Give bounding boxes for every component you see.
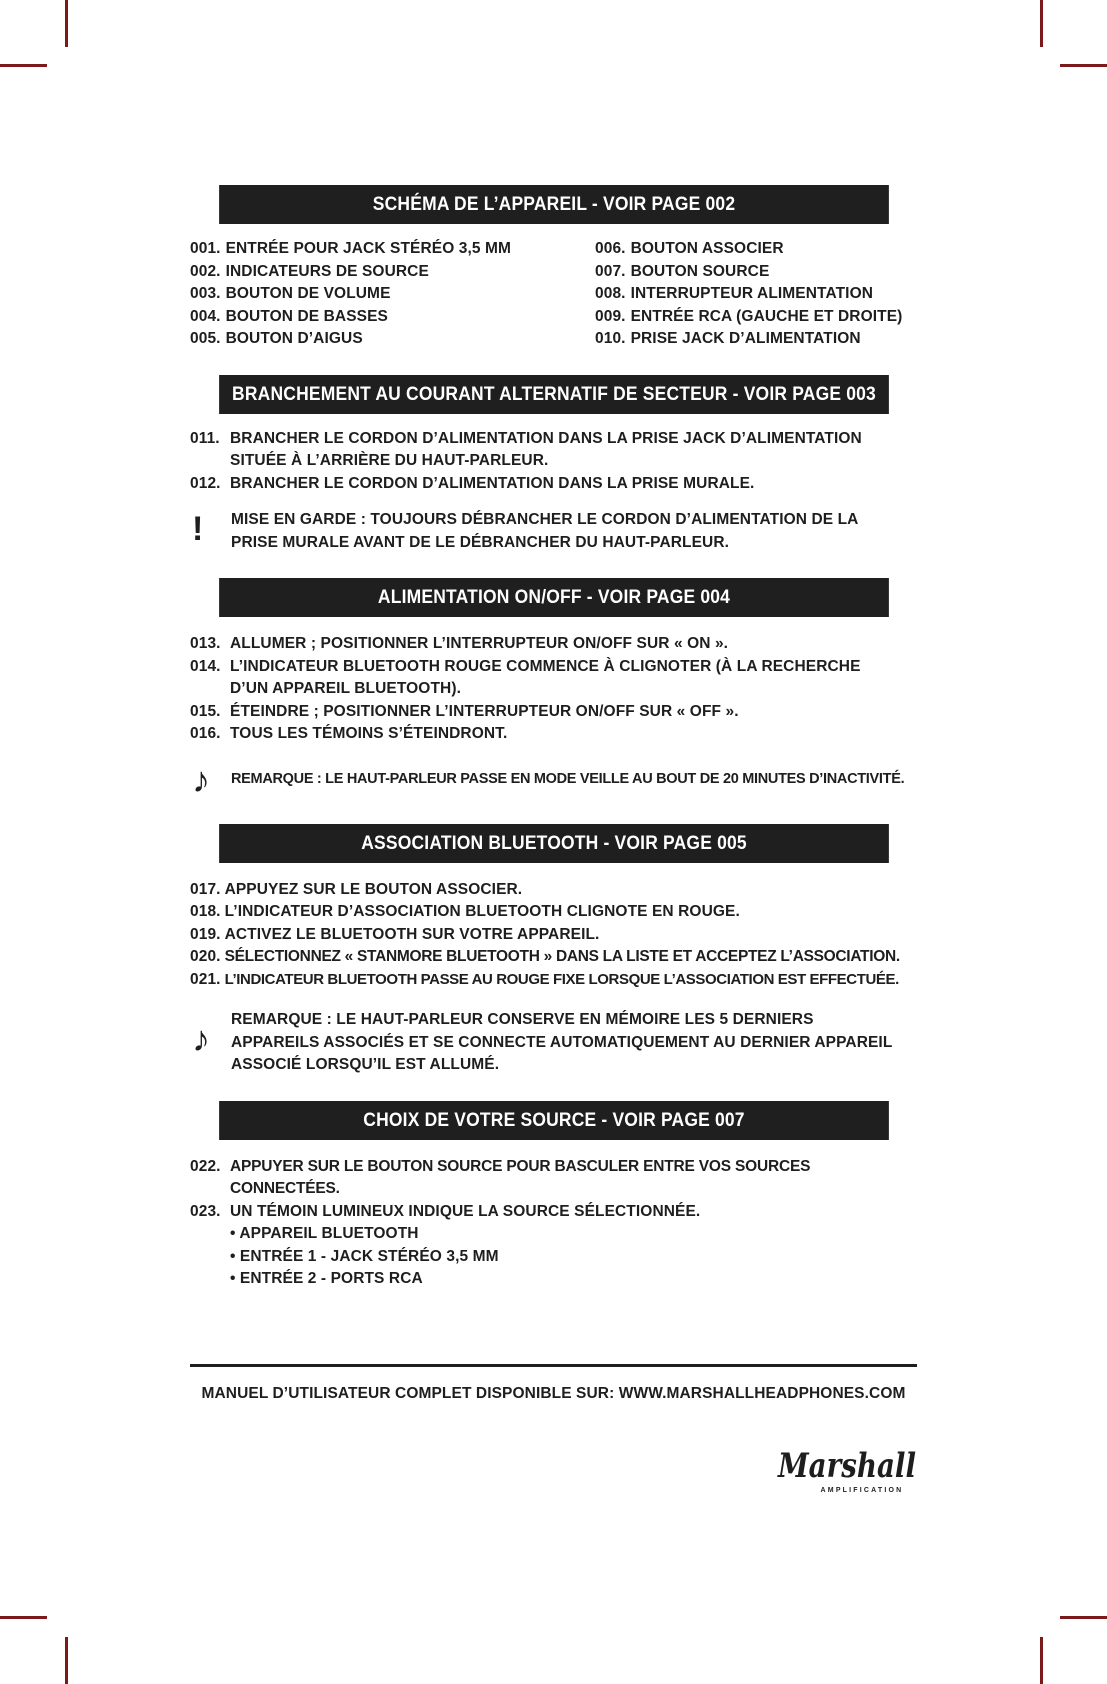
- list-item: [190, 901, 918, 924]
- list-item: [190, 656, 918, 701]
- footer-note: MANUEL D’UTILISATEUR COMPLET DISPONIBLE SUR: WWW.MARSHALLHEADPHONES.COM: [201, 1385, 906, 1402]
- steps-list: [190, 879, 918, 992]
- crop-mark-br-h: [1060, 1616, 1107, 1619]
- item-number: 004.: [190, 307, 221, 325]
- list-item: [190, 633, 918, 656]
- item-number: 015.: [190, 702, 221, 720]
- item-text: BRANCHER LE CORDON D’ALIMENTATION DANS LA PRISE MURALE.: [230, 474, 755, 492]
- section-title: ASSOCIATION BLUETOOTH - VOIR PAGE 005: [219, 824, 889, 863]
- item-text: PRISE JACK D’ALIMENTATION: [630, 330, 861, 347]
- crop-mark-bl-v: [65, 1637, 68, 1684]
- item-number: 014.: [190, 657, 221, 675]
- list-item: [190, 283, 595, 306]
- list-item: [595, 261, 918, 284]
- list-item: [190, 946, 918, 969]
- item-text: APPUYEZ SUR LE BOUTON ASSOCIER.: [224, 880, 523, 898]
- list-item: [190, 969, 918, 992]
- item-number: 020.: [190, 948, 221, 965]
- bullet-item: • ENTRÉE 2 - PORTS RCA: [230, 1270, 423, 1287]
- note-text: REMARQUE : LE HAUT-PARLEUR CONSERVE EN MÉMOIRE LES 5 DERNIERS APPAREILS ASSOCIÉS ET SE CONNECTE AUTOMATIQUEMENT AU DERNIER APPAREIL ASSOCIÉ LORSQU’IL EST ALLUMÉ.: [231, 1011, 893, 1073]
- remark-note: [190, 1009, 918, 1077]
- section-ac-power: [190, 375, 918, 555]
- note-text: MISE EN GARDE : TOUJOURS DÉBRANCHER LE CORDON D’ALIMENTATION DE LA PRISE MURALE AVANT DE LE DÉBRANCHER DU HAUT-PARLEUR.: [231, 511, 858, 551]
- list-item: [190, 701, 918, 724]
- bullet-item: • APPAREIL BLUETOOTH: [230, 1225, 419, 1242]
- steps-list: [190, 633, 918, 746]
- item-text: ENTRÉE POUR JACK STÉRÉO 3,5 MM: [225, 240, 512, 257]
- logo-tagline: AMPLIFICATION: [820, 1487, 904, 1494]
- section-power-on-off: [190, 578, 918, 800]
- list-item: [190, 879, 918, 902]
- item-text: INDICATEURS DE SOURCE: [225, 262, 429, 280]
- list-item: [190, 723, 918, 746]
- item-text: BOUTON SOURCE: [630, 262, 770, 280]
- item-number: 011.: [190, 429, 220, 447]
- item-number: 007.: [595, 262, 626, 280]
- note-text: REMARQUE : LE HAUT-PARLEUR PASSE EN MODE VEILLE AU BOUT DE 20 MINUTES D’INACTIVITÉ.: [231, 770, 905, 787]
- section-bluetooth-pairing: [190, 824, 918, 1077]
- item-text: INTERRUPTEUR ALIMENTATION: [630, 285, 874, 302]
- item-number: 019.: [190, 925, 221, 943]
- item-text: L’INDICATEUR D’ASSOCIATION BLUETOOTH CLIGNOTE EN ROUGE.: [224, 903, 740, 920]
- section-device-diagram: [190, 185, 918, 351]
- item-text: SÉLECTIONNEZ « STANMORE BLUETOOTH » DANS LA LISTE ET ACCEPTEZ L’ASSOCIATION.: [224, 948, 900, 965]
- item-number: 012.: [190, 474, 221, 492]
- item-number: 009.: [595, 307, 626, 325]
- list-item: [595, 328, 918, 351]
- item-text: ENTRÉE RCA (GAUCHE ET DROITE): [630, 307, 903, 325]
- item-number: 010.: [595, 330, 626, 347]
- item-text: BRANCHER LE CORDON D’ALIMENTATION DANS LA PRISE JACK D’ALIMENTATION SITUÉE À L’ARRIÈRE DU HAUT-PARLEUR.: [230, 429, 862, 469]
- parts-column-right: [595, 238, 918, 351]
- item-text: L’INDICATEUR BLUETOOTH ROUGE COMMENCE À CLIGNOTER (À LA RECHERCHE D’UN APPAREIL BLUETOOTH).: [230, 657, 861, 697]
- item-text: BOUTON DE BASSES: [225, 307, 388, 325]
- item-text: UN TÉMOIN LUMINEUX INDIQUE LA SOURCE SÉLECTIONNÉE.: [230, 1202, 701, 1220]
- logo-wordmark: Marshall: [777, 1446, 917, 1486]
- item-number: 016.: [190, 725, 221, 742]
- item-number: 002.: [190, 262, 221, 280]
- item-number: 005.: [190, 330, 221, 347]
- list-item: [595, 283, 918, 306]
- music-note-icon: ♪: [192, 1018, 210, 1059]
- list-item: [190, 1156, 918, 1201]
- section-title: ALIMENTATION ON/OFF - VOIR PAGE 004: [219, 578, 889, 617]
- item-text: TOUS LES TÉMOINS S’ÉTEINDRONT.: [230, 725, 508, 742]
- section-title: BRANCHEMENT AU COURANT ALTERNATIF DE SECTEUR - VOIR PAGE 003: [219, 375, 889, 414]
- list-item: [190, 238, 595, 261]
- list-item: [595, 238, 918, 261]
- item-text: L’INDICATEUR BLUETOOTH PASSE AU ROUGE FIXE LORSQUE L’ASSOCIATION EST EFFECTUÉE.: [224, 970, 899, 988]
- list-item: [190, 924, 918, 947]
- footer-divider: [190, 1364, 917, 1367]
- list-item: [190, 428, 918, 473]
- list-item: [190, 328, 595, 351]
- item-number: 008.: [595, 285, 626, 302]
- item-text: ÉTEINDRE ; POSITIONNER L’INTERRUPTEUR ON/OFF SUR « OFF ».: [230, 702, 739, 720]
- steps-list: [190, 428, 918, 496]
- bullet-item: • ENTRÉE 1 - JACK STÉRÉO 3,5 MM: [230, 1247, 499, 1265]
- item-number: 023.: [190, 1202, 221, 1220]
- item-number: 021.: [190, 970, 221, 988]
- section-source-selection: [190, 1101, 918, 1291]
- item-text: BOUTON ASSOCIER: [630, 240, 784, 257]
- item-number: 001.: [190, 240, 221, 257]
- warning-icon: !: [192, 510, 204, 548]
- crop-mark-tl-h: [0, 64, 47, 67]
- list-item: [190, 261, 595, 284]
- crop-mark-tr-h: [1060, 64, 1107, 67]
- parts-column-left: [190, 238, 595, 351]
- list-item: [595, 306, 918, 329]
- item-text: ALLUMER ; POSITIONNER L’INTERRUPTEUR ON/OFF SUR « ON ».: [230, 635, 729, 652]
- manual-content: [190, 185, 918, 1291]
- item-number: 022.: [190, 1157, 221, 1175]
- item-number: 013.: [190, 635, 221, 652]
- item-number: 017.: [190, 880, 221, 898]
- item-number: 018.: [190, 903, 221, 920]
- list-item: [190, 473, 918, 496]
- item-text: BOUTON DE VOLUME: [225, 285, 391, 302]
- section-title: SCHÉMA DE L’APPAREIL - VOIR PAGE 002: [219, 185, 889, 224]
- warning-note: [190, 509, 918, 554]
- marshall-logo: [776, 1447, 918, 1495]
- remark-note: [190, 760, 918, 800]
- item-text: BOUTON D’AIGUS: [225, 330, 363, 347]
- list-item: [190, 1201, 918, 1224]
- item-text: APPUYER SUR LE BOUTON SOURCE POUR BASCULER ENTRE VOS SOURCES CONNECTÉES.: [230, 1157, 811, 1197]
- item-number: 003.: [190, 285, 221, 302]
- music-note-icon: ♪: [192, 758, 210, 800]
- item-number: 006.: [595, 240, 626, 257]
- parts-columns: [190, 238, 918, 351]
- list-item: [190, 306, 595, 329]
- crop-mark-tl-v: [65, 0, 68, 47]
- section-title: CHOIX DE VOTRE SOURCE - VOIR PAGE 007: [219, 1101, 889, 1140]
- crop-mark-br-v: [1040, 1637, 1043, 1684]
- crop-mark-bl-h: [0, 1616, 47, 1619]
- item-text: ACTIVEZ LE BLUETOOTH SUR VOTRE APPAREIL.: [224, 925, 600, 943]
- steps-list: [190, 1156, 918, 1291]
- crop-mark-tr-v: [1040, 0, 1043, 47]
